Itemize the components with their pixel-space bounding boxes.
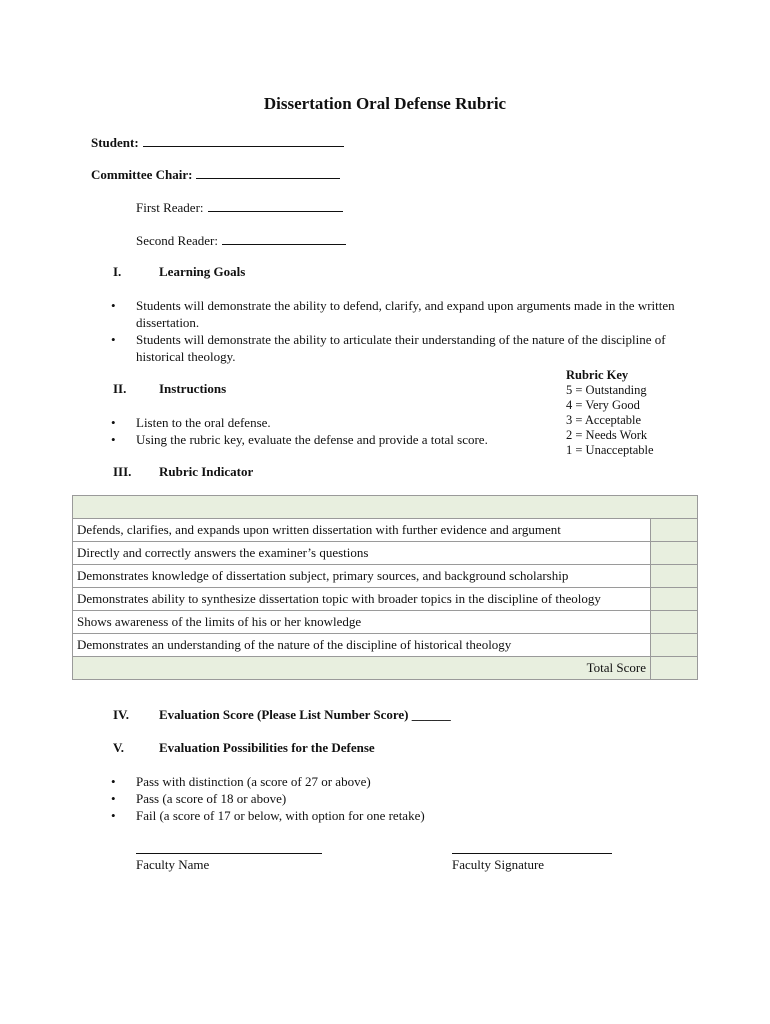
section-2-number: II. <box>113 381 127 396</box>
bullet-icon: • <box>111 298 116 313</box>
table-row <box>73 519 698 542</box>
section-1-number: I. <box>113 264 122 279</box>
table-row <box>73 565 698 588</box>
score-cell[interactable] <box>651 634 698 657</box>
bullet-icon: • <box>111 808 116 823</box>
committee-chair-field <box>91 166 340 183</box>
table-row <box>73 611 698 634</box>
list-item: • Pass with distinction (a score of 27 or above) <box>111 774 371 789</box>
rubric-key-item: 2 = Needs Work <box>566 428 648 442</box>
first-reader-field <box>136 199 343 216</box>
list-item: • Students will demonstrate the ability to articulate their understanding of the nature of the discipline of historical theology. <box>111 332 666 364</box>
second-reader-label: Second Reader: <box>136 233 218 248</box>
rubric-table <box>72 495 698 680</box>
total-score-label: Total Score <box>73 657 651 680</box>
rubric-key <box>566 368 654 458</box>
rubric-indicator-cell: Defends, clarifies, and expands upon written dissertation with further evidence and argument <box>73 519 651 542</box>
table-header-row <box>73 496 698 519</box>
instructions-list <box>111 414 556 448</box>
table-row <box>73 588 698 611</box>
student-input-line[interactable] <box>143 134 344 147</box>
page-title: Dissertation Oral Defense Rubric <box>263 94 507 113</box>
first-reader-label: First Reader: <box>136 200 204 215</box>
rubric-indicator-cell: Shows awareness of the limits of his or her knowledge <box>73 611 651 634</box>
learning-goals-list <box>111 297 676 365</box>
score-cell[interactable] <box>651 611 698 634</box>
faculty-name-line[interactable] <box>136 853 322 854</box>
rubric-key-item: 4 = Very Good <box>566 398 640 412</box>
first-reader-input-line[interactable] <box>208 199 343 212</box>
committee-chair-label: Committee Chair: <box>91 167 193 182</box>
rubric-key-item: 1 = Unacceptable <box>566 443 654 457</box>
bullet-icon: • <box>111 791 116 806</box>
section-4-title: Evaluation Score (Please List Number Score) ______ <box>159 707 451 722</box>
faculty-name-label: Faculty Name <box>136 857 210 872</box>
student-label: Student: <box>91 135 139 150</box>
total-score-row <box>73 657 698 680</box>
second-reader-field <box>136 232 346 249</box>
list-item: • Pass (a score of 18 or above) <box>111 791 287 806</box>
faculty-signature-label: Faculty Signature <box>452 857 545 872</box>
rubric-indicator-cell: Demonstrates an understanding of the nature of the discipline of historical theology <box>73 634 651 657</box>
committee-chair-input-line[interactable] <box>196 166 340 179</box>
section-2-title: Instructions <box>159 381 227 396</box>
section-5-number: V. <box>113 740 124 755</box>
rubric-indicator-cell: Demonstrates knowledge of dissertation subject, primary sources, and background scholarship <box>73 565 651 588</box>
second-reader-input-line[interactable] <box>222 232 346 245</box>
score-cell[interactable] <box>651 588 698 611</box>
student-field <box>91 134 344 151</box>
possibilities-list <box>111 773 556 824</box>
table-row <box>73 542 698 565</box>
list-item: • Fail (a score of 17 or below, with option for one retake) <box>111 808 425 823</box>
rubric-indicator-cell: Directly and correctly answers the examiner’s questions <box>73 542 651 565</box>
rubric-indicator-cell: Demonstrates ability to synthesize dissertation topic with broader topics in the discipline of theology <box>73 588 651 611</box>
rubric-key-item: 3 = Acceptable <box>566 413 642 427</box>
section-4-number: IV. <box>113 707 130 722</box>
section-3-title: Rubric Indicator <box>159 464 254 479</box>
list-item: • Listen to the oral defense. <box>111 415 271 430</box>
bullet-icon: • <box>111 432 116 447</box>
score-cell[interactable] <box>651 542 698 565</box>
table-row <box>73 634 698 657</box>
bullet-icon: • <box>111 415 116 430</box>
rubric-key-title: Rubric Key <box>566 368 629 382</box>
rubric-key-item: 5 = Outstanding <box>566 383 647 397</box>
faculty-signature-line[interactable] <box>452 853 612 854</box>
total-score-cell[interactable] <box>651 657 698 680</box>
list-item: • Using the rubric key, evaluate the defense and provide a total score. <box>111 432 488 447</box>
score-cell[interactable] <box>651 565 698 588</box>
list-item: • Students will demonstrate the ability to defend, clarify, and expand upon arguments made in the written dissertation. <box>111 298 675 330</box>
section-1-title: Learning Goals <box>159 264 246 279</box>
bullet-icon: • <box>111 774 116 789</box>
section-5-title: Evaluation Possibilities for the Defense <box>159 740 375 755</box>
bullet-icon: • <box>111 332 116 347</box>
section-3-number: III. <box>113 464 132 479</box>
score-cell[interactable] <box>651 519 698 542</box>
